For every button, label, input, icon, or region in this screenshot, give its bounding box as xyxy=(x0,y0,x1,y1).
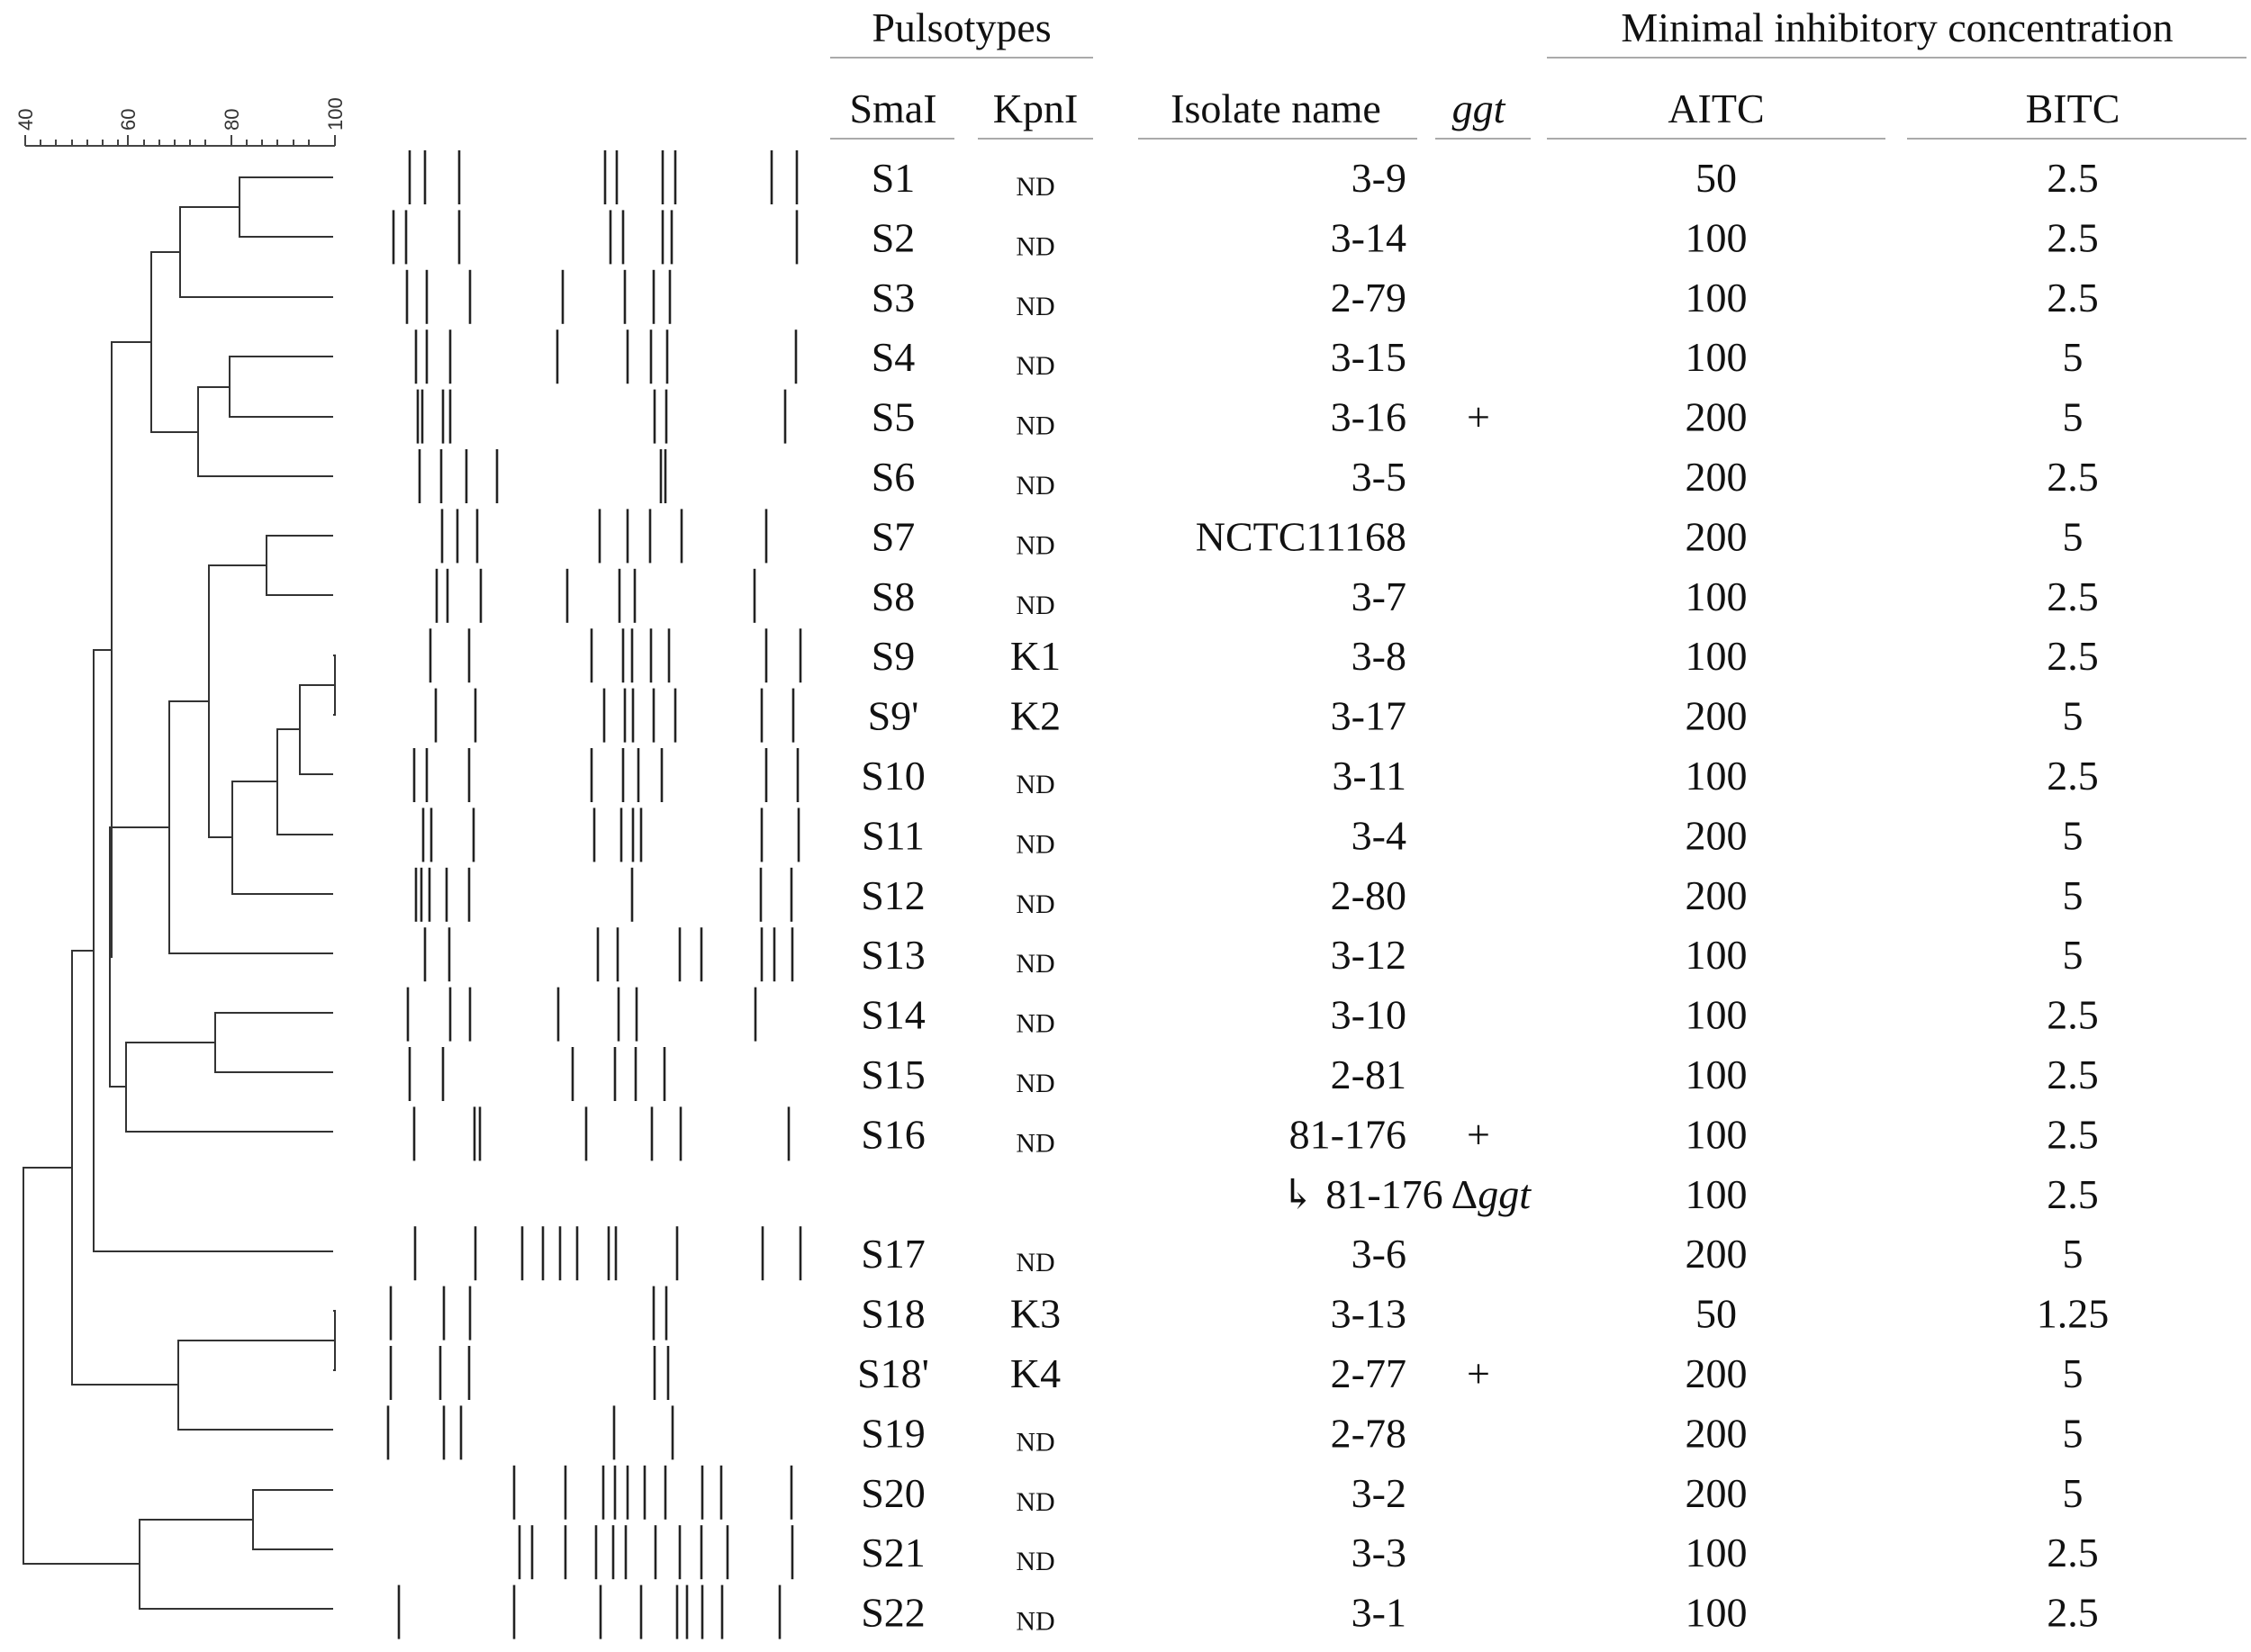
bitc-cell: 5 xyxy=(2062,513,2084,560)
smai-cell: S13 xyxy=(861,932,926,979)
smai-cell: S17 xyxy=(861,1231,926,1277)
isolate-cell: 3-13 xyxy=(1330,1290,1406,1337)
aitc-cell: 100 xyxy=(1685,1530,1748,1576)
aitc-cell: 200 xyxy=(1685,393,1748,440)
dendro-clade-s1-s2 xyxy=(240,177,333,237)
smai-cell: S2 xyxy=(871,214,916,261)
bitc-header: BITC xyxy=(2025,86,2120,131)
dendro-clade-s9-s10 xyxy=(300,685,335,774)
aitc-cell: 50 xyxy=(1695,1290,1737,1337)
isolate-cell: NCTC11168 xyxy=(1195,513,1406,560)
aitc-cell: 100 xyxy=(1685,573,1748,619)
table-row xyxy=(872,394,2084,441)
dendro-clade-s7-s8 xyxy=(267,536,333,595)
bitc-cell: 5 xyxy=(2062,393,2084,440)
kpni-cell: ND xyxy=(1016,530,1055,561)
aitc-cell: 100 xyxy=(1685,1589,1748,1636)
smai-cell: S22 xyxy=(861,1589,926,1636)
aitc-cell: 100 xyxy=(1685,1111,1748,1158)
band-lane xyxy=(442,509,766,563)
kpni-cell: K3 xyxy=(1009,1290,1062,1337)
aitc-cell: 100 xyxy=(1685,932,1748,979)
bitc-cell: 2.5 xyxy=(2047,155,2099,201)
table-row xyxy=(872,214,2099,261)
smai-cell: S14 xyxy=(861,991,926,1038)
kpni-cell: ND xyxy=(1016,1427,1055,1458)
table-row xyxy=(861,932,2083,979)
dendro-clade-s7-s13 xyxy=(169,701,333,953)
table-row xyxy=(861,1530,2099,1576)
kpni-header: KpnI xyxy=(992,86,1079,131)
aitc-cell: 200 xyxy=(1685,692,1748,739)
dendro-clade-s1-s17 xyxy=(94,650,333,1251)
band-lane xyxy=(415,1226,800,1280)
aitc-cell: 100 xyxy=(1685,633,1748,680)
bitc-cell: 2.5 xyxy=(2047,633,2099,680)
band-lane xyxy=(514,1466,791,1520)
isolate-cell: 3-8 xyxy=(1351,633,1406,680)
scale-labels xyxy=(14,97,347,131)
smai-cell: S12 xyxy=(861,871,926,918)
kpni-cell: ND xyxy=(1016,590,1055,620)
bitc-cell: 2.5 xyxy=(2047,1170,2099,1217)
scale-tick-60: 60 xyxy=(117,108,140,131)
kpni-cell: ND xyxy=(1016,1248,1055,1278)
isolate-cell: 81-176 xyxy=(1288,1111,1406,1158)
smai-cell: S11 xyxy=(862,812,925,859)
scale-tick-80: 80 xyxy=(221,108,243,131)
bitc-cell: 2.5 xyxy=(2047,991,2099,1038)
table-row xyxy=(861,1231,2083,1277)
table-row xyxy=(861,1410,2083,1457)
isolate-cell: 2-77 xyxy=(1330,1350,1406,1396)
isolate-cell: 3-1 xyxy=(1351,1589,1406,1636)
table-row xyxy=(861,753,2099,799)
table-row xyxy=(1280,1171,2098,1217)
pulsotypes-header: Pulsotypes xyxy=(872,5,1052,50)
dendro-clade-s4-s6 xyxy=(198,387,333,476)
kpni-cell: ND xyxy=(1016,1486,1055,1517)
table-row xyxy=(861,1111,2099,1158)
smai-cell: S7 xyxy=(871,513,916,560)
kpni-cell: K2 xyxy=(1009,692,1062,739)
band-lane xyxy=(391,1286,666,1341)
table-row xyxy=(872,155,2099,202)
smai-cell: S10 xyxy=(861,753,926,799)
isolate-cell: 2-81 xyxy=(1330,1052,1406,1097)
kpni-cell: ND xyxy=(1016,1606,1055,1637)
aitc-cell: 100 xyxy=(1685,753,1748,799)
isolate-cell: 2-80 xyxy=(1330,871,1406,918)
isolate-cell: 3-15 xyxy=(1330,334,1406,381)
table-row xyxy=(862,812,2083,859)
ggt-header: ggt xyxy=(1451,86,1505,131)
isolate-cell: 3-7 xyxy=(1351,573,1406,619)
smai-cell: S18 xyxy=(861,1290,926,1337)
scale-tick-100: 100 xyxy=(324,97,347,131)
isolate-cell: 3-12 xyxy=(1330,932,1406,979)
band-lane xyxy=(416,329,796,384)
dendrogram xyxy=(23,177,335,1609)
band-lane xyxy=(408,988,755,1042)
isolate-cell: 3-5 xyxy=(1351,454,1406,500)
band-lane xyxy=(420,449,665,503)
isolate-cell: 3-10 xyxy=(1330,991,1406,1038)
ggt-cell: + xyxy=(1467,1350,1490,1396)
bitc-cell: 2.5 xyxy=(2047,274,2099,320)
bitc-cell: 5 xyxy=(2062,692,2084,739)
dendro-clade-s14-s16 xyxy=(126,1043,333,1132)
dendro-root xyxy=(23,1168,140,1564)
isolate-cell: 3-4 xyxy=(1351,812,1406,859)
band-lane xyxy=(410,150,797,204)
scale-tick-40: 40 xyxy=(14,108,37,131)
aitc-cell: 200 xyxy=(1685,1469,1748,1516)
table-row xyxy=(872,633,2099,679)
table-row xyxy=(872,334,2084,381)
smai-cell: S19 xyxy=(861,1410,926,1457)
table-row xyxy=(861,872,2083,919)
aitc-cell: 200 xyxy=(1685,812,1748,859)
kpni-cell: ND xyxy=(1016,829,1055,860)
bitc-cell: 2.5 xyxy=(2047,753,2099,799)
dendro-clade-s20-s21 xyxy=(253,1490,333,1549)
isolate-cell: 3-14 xyxy=(1330,214,1406,261)
aitc-header: AITC xyxy=(1668,86,1765,131)
band-lane xyxy=(393,210,797,264)
dendro-clade-s1-s3 xyxy=(180,207,333,297)
table-row xyxy=(861,992,2099,1039)
isolate-cell: 3-11 xyxy=(1332,753,1406,799)
table-row xyxy=(861,1470,2083,1517)
kpni-cell: ND xyxy=(1016,1008,1055,1039)
smai-cell: S18' xyxy=(857,1350,929,1396)
table-row xyxy=(861,1052,2099,1098)
band-lane xyxy=(520,1525,792,1579)
kpni-cell: ND xyxy=(1016,949,1055,979)
aitc-cell: 100 xyxy=(1685,991,1748,1038)
isolate-cell: 3-6 xyxy=(1351,1231,1406,1277)
aitc-cell: 100 xyxy=(1685,214,1748,261)
aitc-cell: 200 xyxy=(1685,1231,1748,1277)
band-lane xyxy=(437,569,755,623)
band-lane xyxy=(407,270,670,324)
smai-cell: S15 xyxy=(861,1052,926,1097)
aitc-cell: 100 xyxy=(1685,334,1748,381)
smai-cell: S8 xyxy=(871,573,916,619)
kpni-cell: ND xyxy=(1016,172,1055,202)
pfge-band-patterns xyxy=(388,150,800,1639)
aitc-cell: 200 xyxy=(1685,871,1748,918)
aitc-cell: 200 xyxy=(1685,513,1748,560)
bitc-cell: 2.5 xyxy=(2047,454,2099,500)
dendro-clade-s9-s12 xyxy=(232,781,333,894)
smai-cell: S4 xyxy=(871,334,916,381)
mic-header: Minimal inhibitory concentration xyxy=(1621,5,2174,50)
results-table xyxy=(857,155,2109,1637)
isolate-cell: 3-9 xyxy=(1351,155,1406,201)
smai-cell: S1 xyxy=(871,155,916,201)
kpni-cell: ND xyxy=(1016,1547,1055,1577)
aitc-cell: 200 xyxy=(1685,1410,1748,1457)
dendro-clade-s1-s19 xyxy=(72,951,178,1385)
bitc-cell: 2.5 xyxy=(2047,1052,2099,1097)
dendro-clade-s1-s6 xyxy=(151,252,198,432)
table-row xyxy=(872,454,2099,501)
table-row xyxy=(872,275,2099,321)
ggt-cell: + xyxy=(1467,393,1490,440)
bitc-cell: 2.5 xyxy=(2047,1530,2099,1576)
isolate-header: Isolate name xyxy=(1171,86,1381,131)
bitc-cell: 1.25 xyxy=(2036,1290,2110,1337)
bitc-cell: 2.5 xyxy=(2047,573,2099,619)
bitc-cell: 2.5 xyxy=(2047,1589,2099,1636)
smai-cell: S5 xyxy=(871,393,916,440)
aitc-cell: 200 xyxy=(1685,1350,1748,1396)
bitc-cell: 5 xyxy=(2062,871,2084,918)
ggt-cell: + xyxy=(1467,1111,1490,1158)
aitc-cell: 100 xyxy=(1685,274,1748,320)
bitc-cell: 5 xyxy=(2062,1469,2084,1516)
kpni-cell: ND xyxy=(1016,1069,1055,1098)
kpni-cell: ND xyxy=(1016,471,1055,501)
table-row xyxy=(872,573,2099,620)
isolate-cell: 2-79 xyxy=(1330,274,1406,320)
similarity-scale xyxy=(25,135,335,146)
kpni-cell: ND xyxy=(1016,1128,1055,1159)
isolate-cell: 3-3 xyxy=(1351,1530,1406,1576)
aitc-cell: 100 xyxy=(1685,1052,1748,1097)
kpni-cell: ND xyxy=(1016,411,1055,441)
kpni-cell: ND xyxy=(1016,351,1055,382)
table-row xyxy=(861,1590,2099,1637)
bitc-cell: 5 xyxy=(2062,812,2084,859)
smai-header: SmaI xyxy=(849,86,937,131)
table-row xyxy=(868,693,2084,739)
bitc-cell: 5 xyxy=(2062,1410,2084,1457)
band-lane xyxy=(391,1346,668,1400)
isolate-cell: 3-17 xyxy=(1330,692,1406,739)
isolate-cell: ↳ 81-176 Δggt xyxy=(1280,1170,1531,1217)
band-lane xyxy=(436,689,793,743)
bitc-cell: 2.5 xyxy=(2047,214,2099,261)
aitc-cell: 100 xyxy=(1685,1170,1748,1217)
table-row xyxy=(872,513,2084,560)
isolate-cell: 2-78 xyxy=(1330,1410,1406,1457)
kpni-cell: K4 xyxy=(1009,1350,1062,1396)
band-lane xyxy=(425,927,792,981)
smai-cell: S3 xyxy=(871,274,916,320)
smai-cell: S21 xyxy=(861,1530,926,1576)
table-row xyxy=(857,1350,2083,1396)
kpni-cell: K1 xyxy=(1009,633,1062,680)
smai-cell: S6 xyxy=(871,454,916,500)
band-lane xyxy=(410,1047,664,1101)
table-row xyxy=(861,1291,2109,1337)
smai-cell: S20 xyxy=(861,1469,926,1516)
dendro-clade-s20-s22 xyxy=(140,1520,333,1609)
dendro-clade-s1-s16 xyxy=(110,342,151,957)
isolate-cell: 3-16 xyxy=(1330,393,1406,440)
band-lane xyxy=(414,748,798,802)
band-lane xyxy=(399,1585,780,1639)
smai-cell: S16 xyxy=(861,1111,926,1158)
band-lane xyxy=(416,868,791,922)
kpni-cell: ND xyxy=(1016,231,1055,262)
bitc-cell: 2.5 xyxy=(2047,1111,2099,1158)
dendro-clade-s18-s19 xyxy=(178,1341,335,1430)
dendro-clade-s4-s5 xyxy=(230,357,333,417)
bitc-cell: 5 xyxy=(2062,334,2084,381)
smai-cell: S9' xyxy=(867,692,919,739)
band-lane xyxy=(414,1106,789,1160)
bitc-cell: 5 xyxy=(2062,1350,2084,1396)
dendro-clade-s7-s16 xyxy=(110,827,169,1087)
band-lane xyxy=(423,808,799,862)
dendro-clade-s7-s12 xyxy=(209,565,267,837)
aitc-cell: 50 xyxy=(1695,155,1737,201)
kpni-cell: ND xyxy=(1016,291,1055,321)
isolate-cell: 3-2 xyxy=(1351,1469,1406,1516)
dendro-clade-s9-s11 xyxy=(277,729,333,835)
band-lane xyxy=(418,390,785,444)
bitc-cell: 5 xyxy=(2062,932,2084,979)
kpni-cell: ND xyxy=(1016,889,1055,919)
smai-cell: S9 xyxy=(871,633,916,680)
bitc-cell: 5 xyxy=(2062,1231,2084,1277)
band-lane xyxy=(430,628,800,682)
band-lane xyxy=(388,1405,673,1459)
kpni-cell: ND xyxy=(1016,770,1055,799)
dendro-clade-s14-s15 xyxy=(215,1013,333,1072)
aitc-cell: 200 xyxy=(1685,454,1748,500)
